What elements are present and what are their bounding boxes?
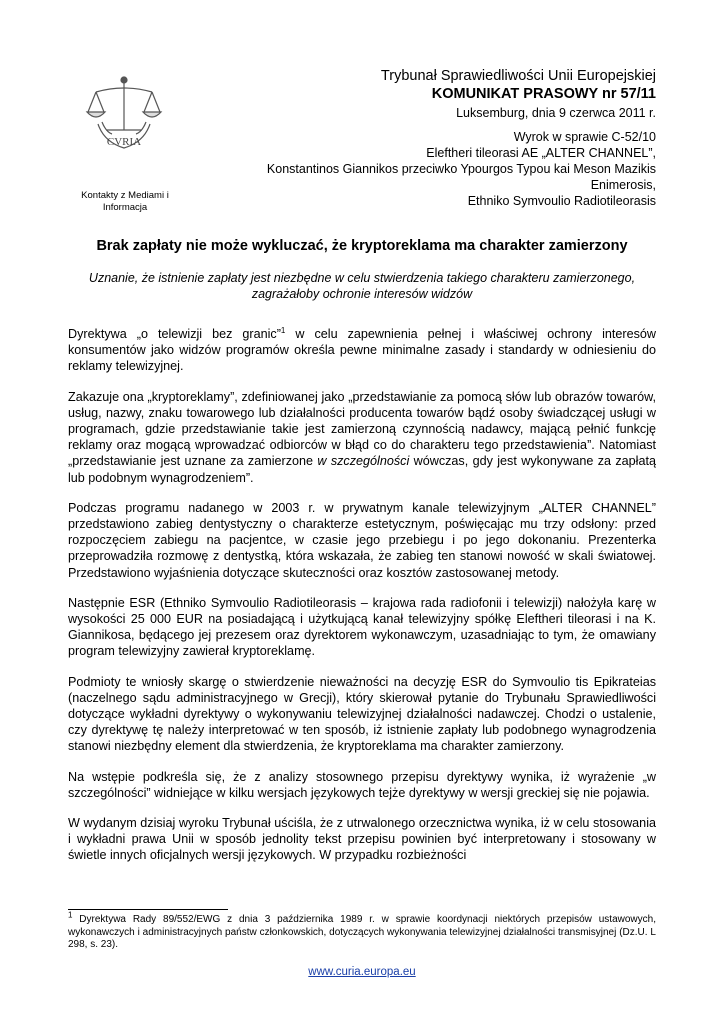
paragraph: Podmioty te wniosły skargę o stwierdzenie nieważności na decyzję ESR do Symvoulio tis Epikrateias (naczelnego sądu administracyjnego w Grecji), który skierował pytanie do Trybunału Sprawiedliwości dotyczące wykładni dyrektywy o wykonywaniu telewizyjnej działalności nadawczej. Chodzi o ustalenie, czy dyrektywę tę należy interpretować w ten sposób, iż istnienie zapłaty lub podobnego wynagrodzenia stanowi niezbędny element dla stwierdzenia, że kryptoreklama ma charakter zamierzony. (68, 674, 656, 754)
sidebar-line-2: Informacja (102, 202, 148, 213)
headline: Brak zapłaty nie może wykluczać, że kryptoreklama ma charakter zamierzony (96, 238, 628, 254)
paragraph-text: wówczas, gdy jest wykonywane za zapłatą lub podobnym wynagrodzeniem”. (68, 454, 656, 485)
paragraph: Podczas programu nadanego w 2003 r. w prywatnym kanale telewizyjnym „ALTER CHANNEL” przedstawiono zabieg dentystyczny o charakterze estetycznym, poświęcając mu trzy odsłony: przed rozpoczęciem zabiegu na pacjentce, w czasie jego przebiegu i po jego dokonaniu. Prezenterka przeprowadziła rozmowę z dentystką, która wskazała, że zabieg ten stanowi nowość w skali światowej. Przedstawiono wyjaśnienia dotyczące skuteczności oraz kosztów zastosowanej metody. (68, 500, 656, 580)
paragraph: Następnie ESR (Ethniko Symvoulio Radiotileorasis – krajowa rada radiofonii i telewizji) nałożyła karę w wysokości 25 000 EUR na posiadającą i użytkującą kanał telewizyjny spółkę Eleftheri tileorasi i na K. Giannikosa, będącego jej prezesem oraz dyrektorem wykonawczym, uzasadniając to tym, że omawiany program telewizyjny zawierał kryptoreklamę. (68, 595, 656, 659)
paragraph: Na wstępie podkreśla się, że z analizy stosownego przepisu dyrektywy wynika, iż wyrażenie „w szczególności” widniejące w kilku wersjach językowych tejże dyrektywy w wersji greckiej się nie pojawia. (68, 769, 656, 800)
case-info (176, 129, 656, 209)
case-line: Konstantinos Giannikos przeciwko Ypourgos Typou kai Meson Mazikis (266, 162, 656, 176)
footnote-divider (68, 909, 228, 910)
subheadline: Uznanie, że istnienie zapłaty jest niezbędne w celu stwierdzenia takiego charakteru zamierzonego, zagrażałoby ochronie interesów widzów (88, 271, 636, 301)
paragraph (68, 326, 656, 375)
curia-logo (82, 72, 166, 156)
paragraph-text: Dyrektywa „o telewizji bez granic” (68, 327, 281, 341)
article-body (68, 326, 656, 878)
paragraph-text: Zakazuje ona „kryptoreklamy”, zdefiniowanej jako „przedstawianie za pomocą słów lub obrazów towarów, usług, nazwy, znaku towarowego lub działalności producenta towarów bądź osoby świadczącej usługi w programach, gdzie przedstawianie takie jest zamierzoną czynnością nadawcy, mającą pełnić funkcję reklamy oraz mogącą wprowadzać odbiorców w błąd co do charakteru tego przedstawienia”. Natomiast „przedstawianie jest uznane za zamierzone (68, 389, 656, 469)
logo-text: CVRIA (106, 136, 142, 148)
curia-website-link[interactable]: www.curia.europa.eu (308, 966, 416, 978)
press-release-number: KOMUNIKAT PRASOWY nr 57/11 (431, 86, 656, 102)
footnote (68, 910, 656, 952)
court-name: Trybunał Sprawiedliwości Unii Europejskiej (380, 68, 656, 84)
paragraph (68, 389, 656, 486)
case-line: Eleftheri tileorasi AE „ALTER CHANNEL”, (426, 146, 656, 160)
case-line: Enimerosis, (590, 178, 656, 192)
case-line: Ethniko Symvoulio Radiotileorasis (467, 194, 656, 208)
paragraph-text: w celu zapewnienia pełnej i właściwej ochrony interesów konsumentów jako widzów programów określa pewne minimalne zasady i standardy w odniesieniu do reklamy telewizyjnej. (68, 327, 656, 374)
sidebar-line-1: Kontakty z Mediami i (81, 190, 169, 201)
paragraph: W wydanym dzisiaj wyroku Trybunał uściśla, że z utrwalonego orzecznictwa wynika, iż w celu stosowania i wykładni prawa Unii w sposób jednolity tekst przepisu powinien być interpretowany i stosowany w świetle innych oficjalnych wersji językowych. W przypadku rozbieżności (68, 816, 656, 863)
footer (0, 966, 724, 978)
media-contact-label (60, 190, 190, 214)
footnote-ref: 1 (280, 325, 286, 335)
case-line: Wyrok w sprawie C-52/10 (513, 130, 656, 144)
scales-of-justice-icon (82, 72, 166, 156)
date-place: Luksemburg, dnia 9 czerwca 2011 r. (456, 106, 656, 120)
footnote-number: 1 (68, 910, 73, 920)
emphasis-text: w szczególności (317, 454, 410, 469)
press-release-header (176, 67, 656, 209)
footnote-text: Dyrektywa Rady 89/552/EWG z dnia 3 października 1989 r. w sprawie koordynacji niektórych przepisów ustawowych, wykonawczych i administracyjnych państw członkowskich, dotyczących wykonywania telewizyjnej działalności transmisyjnej (Dz.U. L 298, s. 23). (68, 914, 656, 950)
